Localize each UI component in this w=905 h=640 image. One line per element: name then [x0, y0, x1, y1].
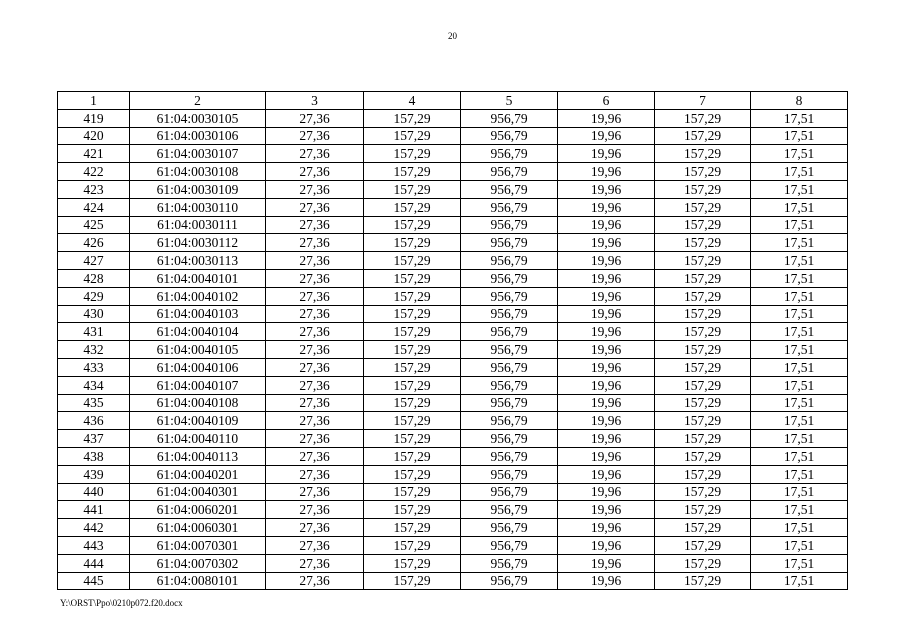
table-row [58, 234, 848, 252]
table-cell: 424 [58, 198, 130, 216]
table-cell: 27,36 [266, 269, 364, 287]
table-cell: 441 [58, 501, 130, 519]
table-cell: 61:04:0030110 [130, 198, 266, 216]
table-cell: 27,36 [266, 109, 364, 127]
table-cell: 27,36 [266, 287, 364, 305]
table-row [58, 483, 848, 501]
table-cell: 17,51 [751, 519, 848, 537]
table-cell: 19,96 [558, 198, 655, 216]
table-row [58, 447, 848, 465]
table-cell: 19,96 [558, 180, 655, 198]
table-cell: 157,29 [364, 287, 461, 305]
table-cell: 19,96 [558, 465, 655, 483]
table-cell: 157,29 [655, 483, 751, 501]
table-cell: 61:04:0030105 [130, 109, 266, 127]
table-cell: 61:04:0030107 [130, 145, 266, 163]
table-cell: 61:04:0040105 [130, 341, 266, 359]
table-cell: 956,79 [461, 163, 558, 181]
table-cell: 157,29 [364, 163, 461, 181]
table-cell: 19,96 [558, 127, 655, 145]
table-cell: 157,29 [364, 536, 461, 554]
table-cell: 27,36 [266, 447, 364, 465]
table-cell: 157,29 [655, 305, 751, 323]
table-cell: 157,29 [655, 216, 751, 234]
table-cell: 27,36 [266, 394, 364, 412]
table-row [58, 252, 848, 270]
table-cell: 445 [58, 572, 130, 590]
table-cell: 157,29 [655, 465, 751, 483]
table-cell: 19,96 [558, 572, 655, 590]
table-cell: 17,51 [751, 412, 848, 430]
table-cell: 157,29 [655, 127, 751, 145]
table-row [58, 323, 848, 341]
table-cell: 17,51 [751, 234, 848, 252]
footer-file-path: Y:\ORST\Ppo\0210p072.f20.docx [60, 598, 183, 608]
table-cell: 427 [58, 252, 130, 270]
table-cell: 61:04:0040107 [130, 376, 266, 394]
table-cell: 17,51 [751, 127, 848, 145]
table-cell: 17,51 [751, 358, 848, 376]
table-cell: 61:04:0070301 [130, 536, 266, 554]
table-cell: 443 [58, 536, 130, 554]
table-cell: 429 [58, 287, 130, 305]
table-cell: 157,29 [655, 554, 751, 572]
table-cell: 157,29 [655, 252, 751, 270]
table-cell: 17,51 [751, 287, 848, 305]
table-cell: 19,96 [558, 287, 655, 305]
table-cell: 19,96 [558, 501, 655, 519]
table-cell: 17,51 [751, 180, 848, 198]
table-cell: 157,29 [655, 430, 751, 448]
table-cell: 157,29 [364, 447, 461, 465]
column-header: 8 [751, 92, 848, 110]
table-cell: 422 [58, 163, 130, 181]
table-cell: 27,36 [266, 180, 364, 198]
table-cell: 157,29 [655, 323, 751, 341]
table-cell: 19,96 [558, 269, 655, 287]
table-cell: 19,96 [558, 483, 655, 501]
table-cell: 157,29 [364, 572, 461, 590]
column-header: 6 [558, 92, 655, 110]
table-cell: 157,29 [364, 394, 461, 412]
table-cell: 430 [58, 305, 130, 323]
table-cell: 17,51 [751, 269, 848, 287]
table-cell: 61:04:0030112 [130, 234, 266, 252]
table-cell: 157,29 [364, 109, 461, 127]
table-cell: 956,79 [461, 465, 558, 483]
table-cell: 19,96 [558, 109, 655, 127]
table-cell: 19,96 [558, 145, 655, 163]
table-row [58, 269, 848, 287]
table-row [58, 430, 848, 448]
table-row [58, 536, 848, 554]
table-cell: 431 [58, 323, 130, 341]
table-cell: 19,96 [558, 305, 655, 323]
table-row [58, 554, 848, 572]
table-cell: 17,51 [751, 109, 848, 127]
column-header: 5 [461, 92, 558, 110]
table-cell: 157,29 [364, 234, 461, 252]
table-cell: 157,29 [364, 269, 461, 287]
table-cell: 61:04:0040101 [130, 269, 266, 287]
table-cell: 17,51 [751, 572, 848, 590]
table-cell: 61:04:0070302 [130, 554, 266, 572]
table-row [58, 412, 848, 430]
table-cell: 956,79 [461, 554, 558, 572]
table-cell: 61:04:0040110 [130, 430, 266, 448]
table-cell: 157,29 [655, 358, 751, 376]
table-cell: 157,29 [364, 554, 461, 572]
table-cell: 157,29 [364, 358, 461, 376]
table-cell: 438 [58, 447, 130, 465]
table-cell: 157,29 [364, 465, 461, 483]
table-cell: 157,29 [655, 341, 751, 359]
table-cell: 61:04:0060301 [130, 519, 266, 537]
table-cell: 956,79 [461, 519, 558, 537]
table-cell: 956,79 [461, 269, 558, 287]
table-header-row [58, 92, 848, 110]
table-cell: 17,51 [751, 145, 848, 163]
table-cell: 19,96 [558, 412, 655, 430]
table-cell: 61:04:0040301 [130, 483, 266, 501]
table-row [58, 109, 848, 127]
table-cell: 157,29 [655, 269, 751, 287]
table-row [58, 394, 848, 412]
table-cell: 157,29 [655, 287, 751, 305]
table-cell: 19,96 [558, 216, 655, 234]
table-cell: 157,29 [364, 252, 461, 270]
table-cell: 27,36 [266, 234, 364, 252]
table-cell: 19,96 [558, 430, 655, 448]
table-row [58, 572, 848, 590]
table-cell: 27,36 [266, 127, 364, 145]
data-table [57, 91, 848, 590]
table-cell: 420 [58, 127, 130, 145]
table-cell: 433 [58, 358, 130, 376]
table-cell: 19,96 [558, 447, 655, 465]
table-cell: 17,51 [751, 216, 848, 234]
table-cell: 61:04:0040102 [130, 287, 266, 305]
table-cell: 436 [58, 412, 130, 430]
table-cell: 157,29 [364, 376, 461, 394]
table-cell: 157,29 [364, 127, 461, 145]
table-cell: 956,79 [461, 145, 558, 163]
table-cell: 157,29 [655, 109, 751, 127]
table-cell: 27,36 [266, 536, 364, 554]
table-cell: 17,51 [751, 341, 848, 359]
table-cell: 19,96 [558, 341, 655, 359]
table-cell: 157,29 [655, 180, 751, 198]
table-cell: 27,36 [266, 198, 364, 216]
table-row [58, 127, 848, 145]
table-cell: 956,79 [461, 536, 558, 554]
table-cell: 17,51 [751, 394, 848, 412]
table-cell: 27,36 [266, 323, 364, 341]
table-cell: 27,36 [266, 163, 364, 181]
table-cell: 19,96 [558, 358, 655, 376]
table-cell: 434 [58, 376, 130, 394]
table-cell: 19,96 [558, 252, 655, 270]
table-cell: 157,29 [364, 483, 461, 501]
table-cell: 157,29 [364, 519, 461, 537]
table-cell: 61:04:0030111 [130, 216, 266, 234]
table-cell: 425 [58, 216, 130, 234]
column-header: 3 [266, 92, 364, 110]
table-cell: 19,96 [558, 554, 655, 572]
table-cell: 956,79 [461, 109, 558, 127]
table-row [58, 305, 848, 323]
table-cell: 157,29 [655, 198, 751, 216]
table-cell: 61:04:0040201 [130, 465, 266, 483]
table-cell: 157,29 [655, 447, 751, 465]
table-row [58, 519, 848, 537]
table-cell: 157,29 [364, 341, 461, 359]
table-cell: 61:04:0040106 [130, 358, 266, 376]
table-cell: 27,36 [266, 376, 364, 394]
table-cell: 423 [58, 180, 130, 198]
table-cell: 17,51 [751, 430, 848, 448]
table-row [58, 501, 848, 519]
table-cell: 956,79 [461, 483, 558, 501]
table-row [58, 216, 848, 234]
table-cell: 419 [58, 109, 130, 127]
table-cell: 19,96 [558, 323, 655, 341]
table-cell: 956,79 [461, 376, 558, 394]
table-cell: 17,51 [751, 554, 848, 572]
table-cell: 956,79 [461, 305, 558, 323]
table-cell: 442 [58, 519, 130, 537]
table-cell: 157,29 [364, 323, 461, 341]
table-cell: 956,79 [461, 127, 558, 145]
table-cell: 19,96 [558, 519, 655, 537]
table-cell: 17,51 [751, 163, 848, 181]
table-row [58, 287, 848, 305]
table-cell: 432 [58, 341, 130, 359]
table-cell: 956,79 [461, 198, 558, 216]
table-cell: 17,51 [751, 501, 848, 519]
table-row [58, 198, 848, 216]
table-cell: 439 [58, 465, 130, 483]
column-header: 4 [364, 92, 461, 110]
table-cell: 956,79 [461, 430, 558, 448]
table-cell: 61:04:0030106 [130, 127, 266, 145]
table-cell: 956,79 [461, 501, 558, 519]
table-cell: 157,29 [655, 376, 751, 394]
table-cell: 17,51 [751, 376, 848, 394]
table-cell: 61:04:0040109 [130, 412, 266, 430]
column-header: 2 [130, 92, 266, 110]
table-cell: 61:04:0040103 [130, 305, 266, 323]
table-cell: 157,29 [655, 519, 751, 537]
table-cell: 157,29 [364, 180, 461, 198]
table-cell: 157,29 [364, 305, 461, 323]
table-cell: 27,36 [266, 465, 364, 483]
table-cell: 157,29 [364, 216, 461, 234]
table-cell: 157,29 [364, 430, 461, 448]
table-cell: 157,29 [364, 198, 461, 216]
table-cell: 956,79 [461, 358, 558, 376]
table-cell: 956,79 [461, 447, 558, 465]
table-cell: 956,79 [461, 323, 558, 341]
table-cell: 956,79 [461, 341, 558, 359]
table-cell: 440 [58, 483, 130, 501]
table-cell: 157,29 [655, 536, 751, 554]
table-cell: 27,36 [266, 412, 364, 430]
table-cell: 157,29 [655, 572, 751, 590]
table-cell: 27,36 [266, 501, 364, 519]
table-cell: 61:04:0040108 [130, 394, 266, 412]
table-cell: 17,51 [751, 198, 848, 216]
table-cell: 956,79 [461, 394, 558, 412]
table-cell: 27,36 [266, 145, 364, 163]
table-cell: 956,79 [461, 180, 558, 198]
table-cell: 27,36 [266, 216, 364, 234]
table-cell: 17,51 [751, 536, 848, 554]
table-cell: 61:04:0080101 [130, 572, 266, 590]
table-cell: 61:04:0030108 [130, 163, 266, 181]
table-cell: 17,51 [751, 483, 848, 501]
table-cell: 19,96 [558, 536, 655, 554]
table-cell: 421 [58, 145, 130, 163]
table-cell: 19,96 [558, 376, 655, 394]
table-cell: 435 [58, 394, 130, 412]
table-cell: 27,36 [266, 519, 364, 537]
table-cell: 426 [58, 234, 130, 252]
table-cell: 27,36 [266, 572, 364, 590]
table-cell: 27,36 [266, 554, 364, 572]
table-cell: 17,51 [751, 465, 848, 483]
table-cell: 19,96 [558, 234, 655, 252]
table-cell: 61:04:0030113 [130, 252, 266, 270]
page-number: 20 [448, 31, 457, 41]
table-cell: 19,96 [558, 163, 655, 181]
table-cell: 157,29 [655, 412, 751, 430]
table-cell: 17,51 [751, 252, 848, 270]
table-cell: 157,29 [364, 145, 461, 163]
table-cell: 17,51 [751, 305, 848, 323]
table-row [58, 341, 848, 359]
table-cell: 61:04:0040104 [130, 323, 266, 341]
table-body [58, 109, 848, 590]
table-row [58, 376, 848, 394]
table-cell: 956,79 [461, 572, 558, 590]
table-cell: 17,51 [751, 447, 848, 465]
table-cell: 27,36 [266, 341, 364, 359]
table-cell: 157,29 [655, 501, 751, 519]
table-cell: 27,36 [266, 483, 364, 501]
table-cell: 27,36 [266, 430, 364, 448]
table-row [58, 180, 848, 198]
table-cell: 428 [58, 269, 130, 287]
table-row [58, 145, 848, 163]
table-cell: 157,29 [655, 394, 751, 412]
table-cell: 157,29 [655, 234, 751, 252]
table-cell: 956,79 [461, 252, 558, 270]
table-cell: 956,79 [461, 234, 558, 252]
table-cell: 27,36 [266, 358, 364, 376]
table-cell: 157,29 [655, 163, 751, 181]
table-row [58, 358, 848, 376]
table-cell: 19,96 [558, 394, 655, 412]
table-cell: 437 [58, 430, 130, 448]
table-cell: 61:04:0040113 [130, 447, 266, 465]
table-cell: 27,36 [266, 305, 364, 323]
table-cell: 956,79 [461, 287, 558, 305]
table-cell: 17,51 [751, 323, 848, 341]
column-header: 7 [655, 92, 751, 110]
table-cell: 956,79 [461, 412, 558, 430]
column-header: 1 [58, 92, 130, 110]
table-row [58, 163, 848, 181]
table-cell: 157,29 [655, 145, 751, 163]
table-cell: 956,79 [461, 216, 558, 234]
table-cell: 61:04:0060201 [130, 501, 266, 519]
table-row [58, 465, 848, 483]
table-cell: 27,36 [266, 252, 364, 270]
table-cell: 157,29 [364, 412, 461, 430]
table-cell: 61:04:0030109 [130, 180, 266, 198]
table-cell: 444 [58, 554, 130, 572]
table-cell: 157,29 [364, 501, 461, 519]
